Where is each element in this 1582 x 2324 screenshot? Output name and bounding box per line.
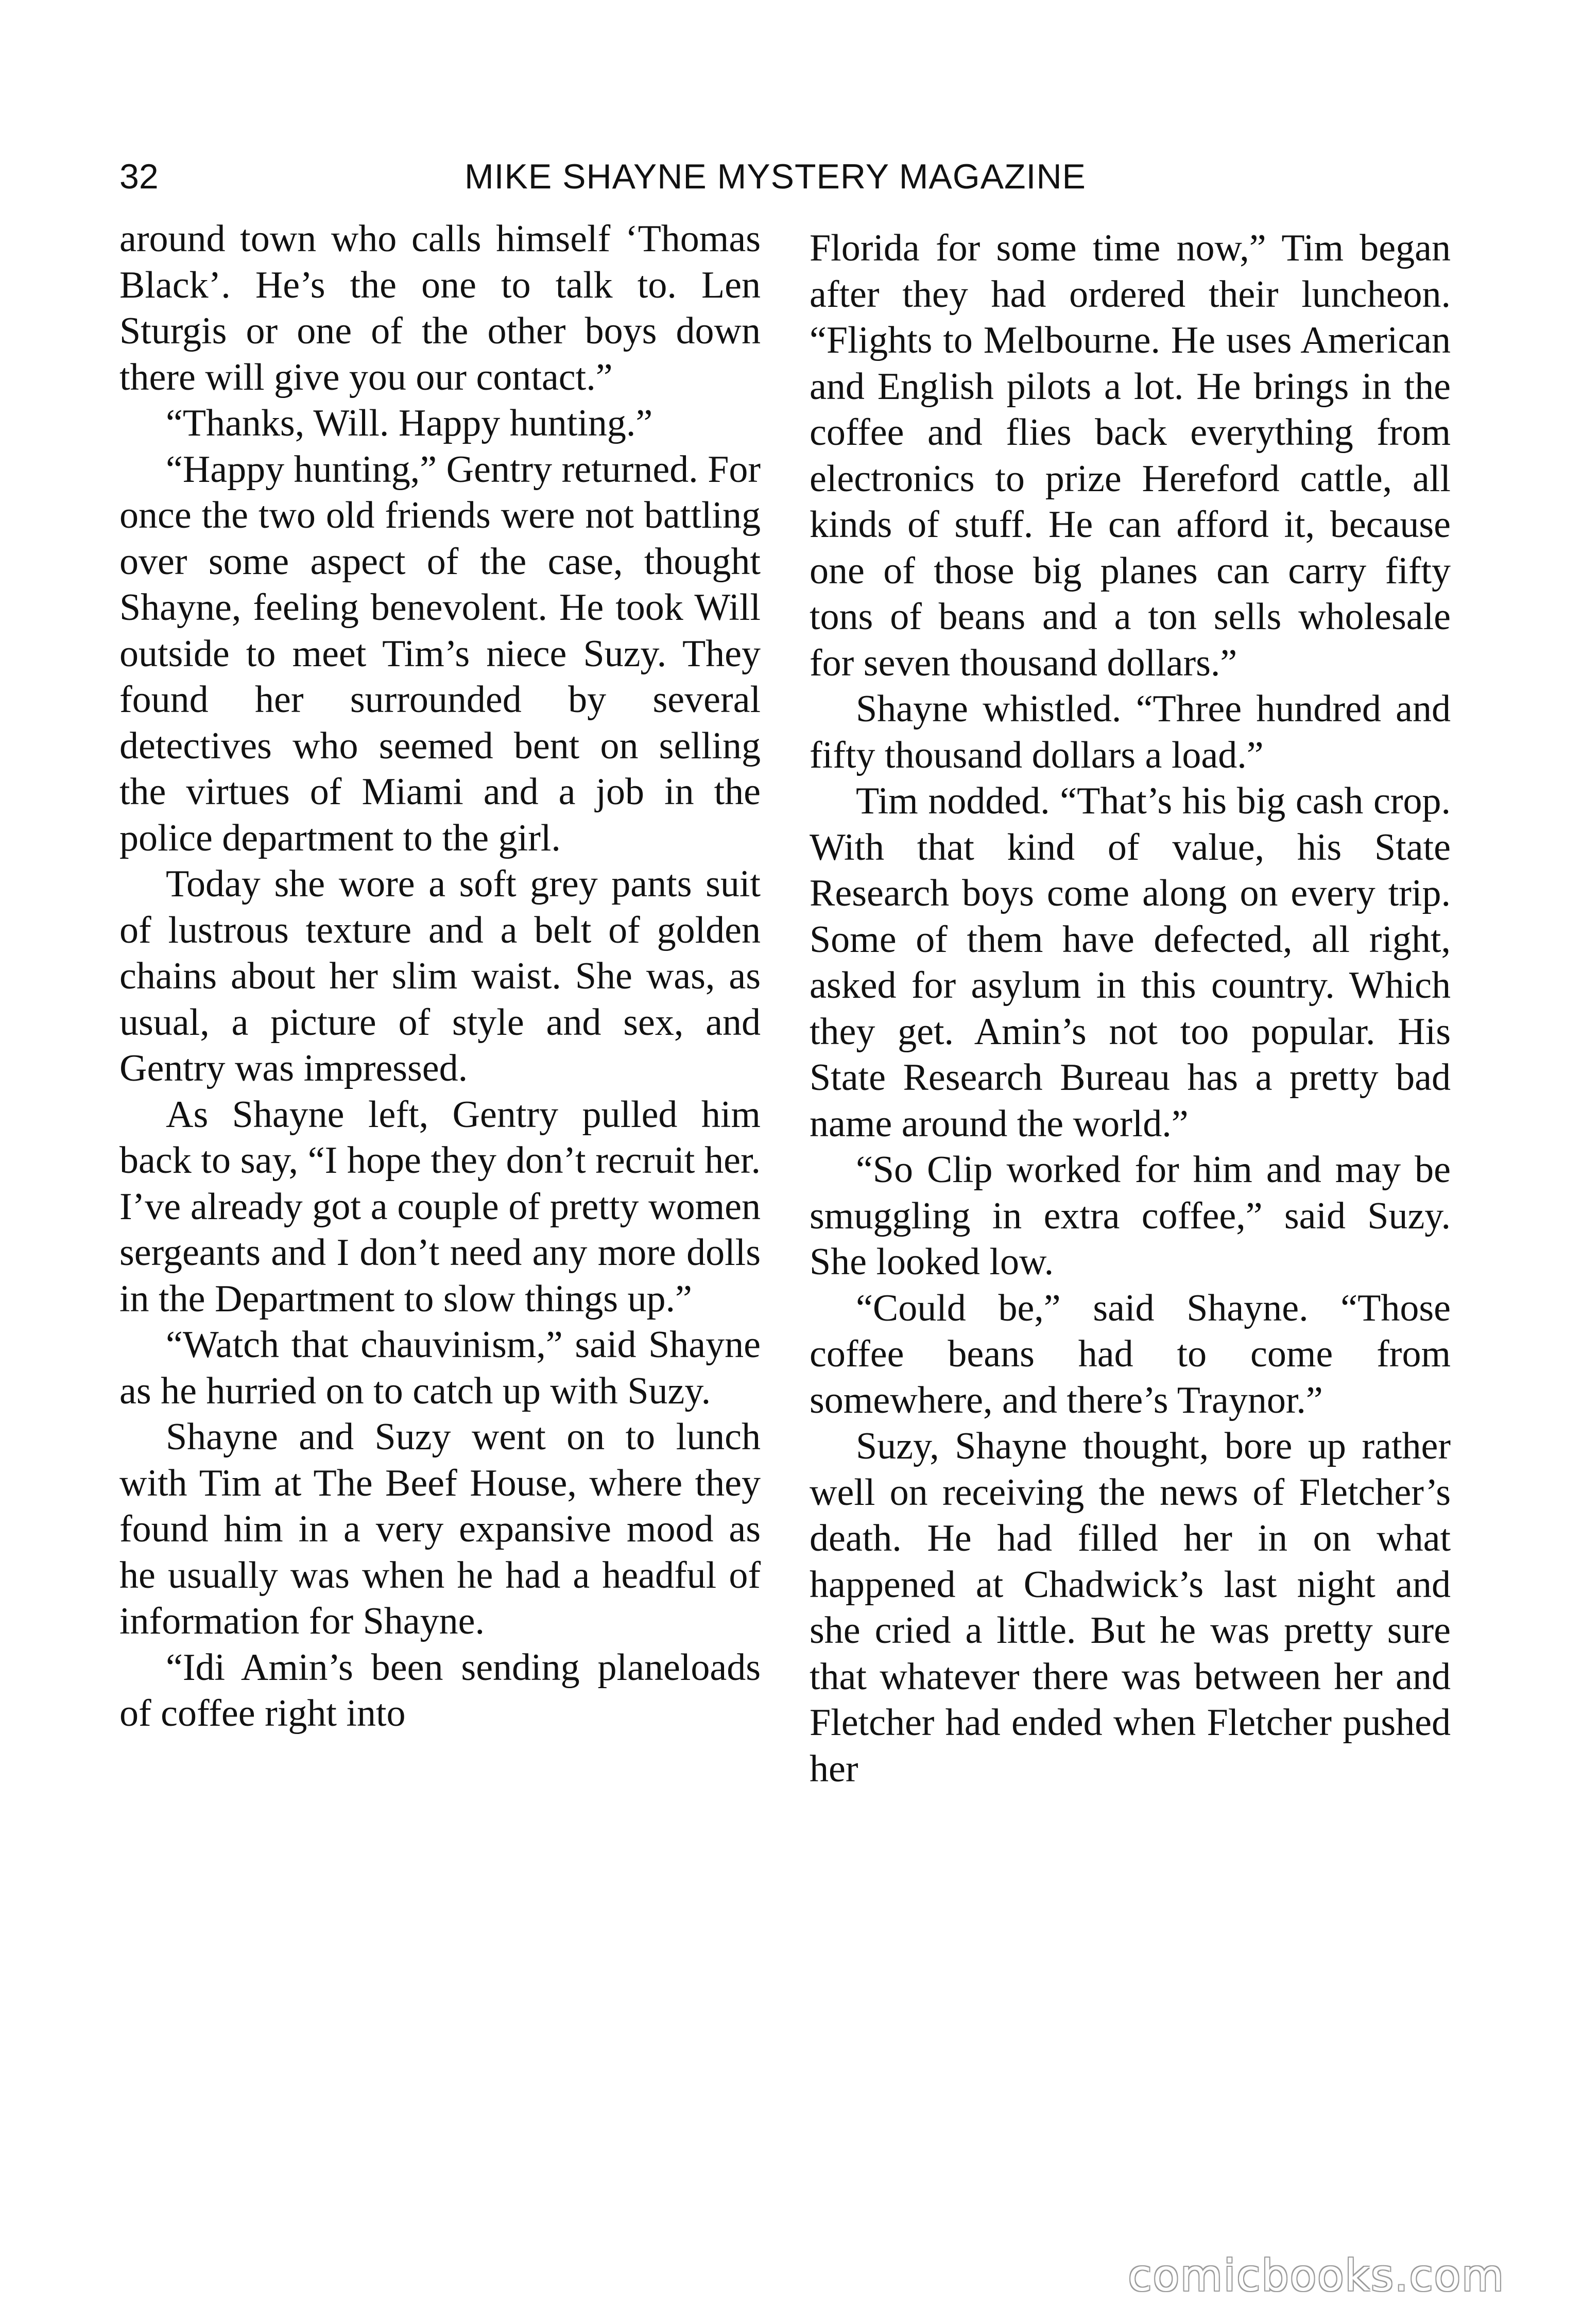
paragraph: Suzy, Shayne thought, bore up rather well on receiving the news of Fletcher’s death. He had filled her in on what happened at Chadwick’s last night and she cried a little. But he was pretty sure that whatever there was between her and Fletcher had ended when Fletcher pushed her	[810, 1425, 1451, 1790]
paragraph: Tim nodded. “That’s his big cash crop. With that kind of value, his State Research boys come along on every trip. Some of them have defected, all right, asked for asylum in this country. Which they get. Amin’s not too popular. His State Research Bureau has a pretty bad name around the world.”	[810, 780, 1451, 1145]
paragraph: “Watch that chauvinism,” said Shayne as he hurried on to catch up with Suzy.	[119, 1324, 761, 1412]
paragraph: “So Clip worked for him and may be smuggling in extra coffee,” said Suzy. She looked low.	[810, 1149, 1451, 1283]
paragraph: Florida for some time now,” Tim began after they had ordered their luncheon. “Flights to Melbourne. He uses American and English pilots a lot. He brings in the coffee and flies back everything from electronics to prize Hereford cattle, all kinds of stuff. He can afford it, because one of those big planes can carry fifty tons of beans and a ton sells wholesale for seven thousand dollars.”	[810, 227, 1451, 684]
paragraph: around town who calls himself ‘Thomas Black’. He’s the one to talk to. Len Sturgis or one of the other boys down there will give you our contact.”	[119, 218, 761, 398]
right-column	[810, 226, 1451, 1792]
paragraph: Shayne and Suzy went on to lunch with Tim at The Beef House, where they found him in a very expansive mood as he usually was when he had a headful of information for Shayne.	[119, 1416, 761, 1642]
page-header	[119, 153, 1458, 210]
paragraph: “Could be,” said Shayne. “Those coffee beans had to come from somewhere, and there’s Traynor.”	[810, 1287, 1451, 1421]
paragraph: As Shayne left, Gentry pulled him back to say, “I hope they don’t recruit her. I’ve already got a couple of pretty women sergeants and I don’t need any more dolls in the Department to slow things up.”	[119, 1093, 761, 1320]
page-number: 32	[119, 157, 159, 196]
watermark: comicbooks.com	[1128, 2250, 1505, 2301]
paragraph: Shayne whistled. “Three hundred and fifty thousand dollars a load.”	[810, 688, 1451, 776]
paragraph: “Happy hunting,” Gentry returned. For once the two old friends were not battling over some aspect of the case, thought Shayne, feeling benevolent. He took Will outside to meet Tim’s niece Suzy. They found her surrounded by several detectives who seemed bent on selling the virtues of Miami and a job in the police department to the girl.	[119, 448, 761, 859]
paragraph: “Thanks, Will. Happy hunting.”	[166, 402, 653, 444]
paragraph: “Idi Amin’s been sending planeloads of coffee right into	[119, 1646, 761, 1735]
left-column	[119, 216, 761, 1737]
paragraph: Today she wore a soft grey pants suit of lustrous texture and a belt of golden chains about her slim waist. She was, as usual, a picture of style and sex, and Gentry was impressed.	[119, 863, 761, 1089]
running-head: MIKE SHAYNE MYSTERY MAGAZINE	[465, 157, 1086, 196]
